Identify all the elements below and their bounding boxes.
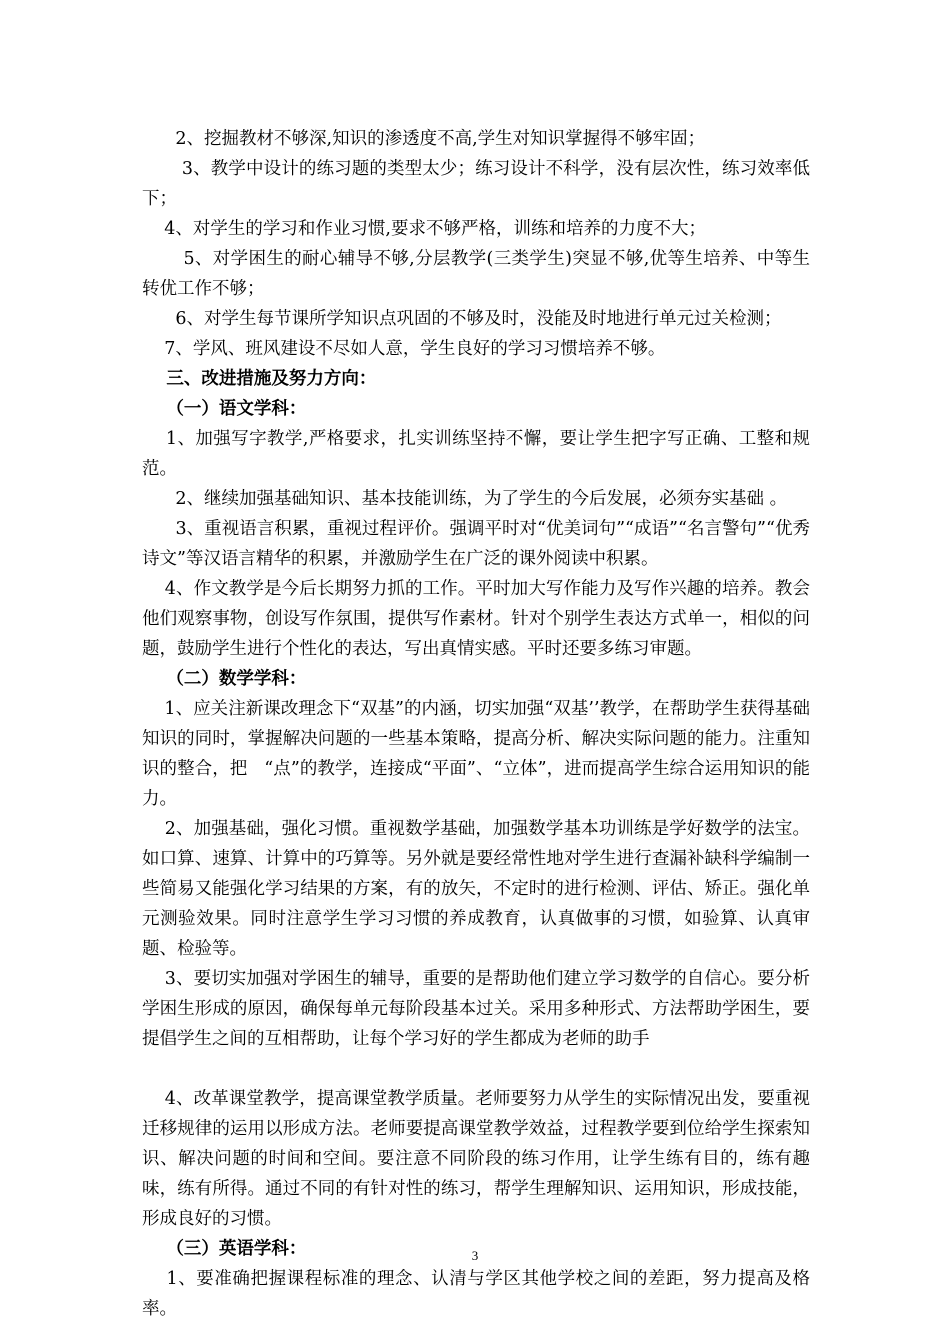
- paragraph-math-4: 4、改革课堂教学，提高课堂教学质量。老师要努力从学生的实际情况出发，要重视迁移规律的运用以形成方法。老师要提高课堂教学效益，过程教学要到位给学生探索知识、解决问题的时间和空间。要注意不同阶段的练习作用，让学生练有目的，练有趣味，练有所得。通过不同的有针对性的练习，帮学生理解知识、运用知识，形成技能，形成良好的习惯。: [142, 1089, 810, 1229]
- paragraph-chinese-1: 1、加强写字教学,严格要求，扎实训练坚持不懈，要让学生把字写正确、工整和规范。: [142, 429, 810, 479]
- paragraph-math-1: 1、应关注新课改理念下“双基”的内涵，切实加强“双基’’教学，在帮助学生获得基础知识的同时，掌握解决问题的一些基本策略，提高分析、解决实际问题的能力。注重知识的整合，把 “点”的教学，连接成“平面”、“立体”，进而提高学生综合运用知识的能力。: [142, 699, 810, 809]
- page-number: 3: [471, 1248, 479, 1263]
- paragraph-chinese-2: 2、继续加强基础知识、基本技能训练，为了学生的今后发展，必须夯实基础 。: [142, 489, 788, 509]
- paragraph-improvement-7: 7、学风、班风建设不尽如人意，学生良好的学习习惯培养不够。: [142, 339, 666, 359]
- section-heading-measures: 三、改进措施及努力方向：: [142, 369, 377, 389]
- paragraph-improvement-6: 6、对学生每节课所学知识点巩固的不够及时，没能及时地进行单元过关检测；: [142, 309, 782, 329]
- paragraph-chinese-4: 4、作文教学是今后长期努力抓的工作。平时加大写作能力及写作兴趣的培养。教会他们观察事物，创设写作氛围，提供写作素材。针对个别学生表达方式单一，相似的问题，鼓励学生进行个性化的表达，写出真情实感。平时还要多练习审题。: [142, 579, 810, 659]
- paragraph-improvement-5: 5、对学困生的耐心辅导不够,分层教学(三类学生)突显不够,优等生培养、中等生转优工作不够；: [142, 249, 810, 299]
- paragraph-chinese-3: 3、重视语言积累，重视过程评价。强调平时对“优美词句”“成语”“名言警句”“优秀诗文”等汉语言精华的积累，并激励学生在广泛的课外阅读中积累。: [142, 519, 810, 569]
- paragraph-improvement-2: 2、挖掘教材不够深,知识的渗透度不高,学生对知识掌握得不够牢固；: [142, 129, 706, 149]
- document-body: [142, 124, 810, 1324]
- paragraph-improvement-4: 4、对学生的学习和作业习惯,要求不够严格，训练和培养的力度不大；: [142, 219, 706, 239]
- blank-line: [142, 1054, 810, 1084]
- paragraph-improvement-3: 3、教学中设计的练习题的类型太少；练习设计不科学，没有层次性，练习效率低下；: [142, 159, 810, 209]
- subsection-heading-math: （二）数学学科：: [142, 669, 307, 689]
- paragraph-english-1: 1、要准确把握课程标准的理念、认清与学区其他学校之间的差距，努力提高及格率。: [142, 1269, 810, 1319]
- subsection-heading-english: （三）英语学科：: [142, 1239, 307, 1259]
- subsection-heading-chinese: （一）语文学科：: [142, 399, 307, 419]
- paragraph-math-2: 2、加强基础，强化习惯。重视数学基础，加强数学基本功训练是学好数学的法宝。如口算、速算、计算中的巧算等。另外就是要经常性地对学生进行查漏补缺科学编制一些简易又能强化学习结果的方案，有的放矢，不定时的进行检测、评估、矫正。强化单元测验效果。同时注意学生学习习惯的养成教育，认真做事的习惯，如验算、认真审题、检验等。: [142, 819, 810, 959]
- paragraph-math-3: 3、要切实加强对学困生的辅导，重要的是帮助他们建立学习数学的自信心。要分析学困生形成的原因，确保每单元每阶段基本过关。采用多种形式、方法帮助学困生，要提倡学生之间的互相帮助，让每个学习好的学生都成为老师的助手: [142, 969, 810, 1049]
